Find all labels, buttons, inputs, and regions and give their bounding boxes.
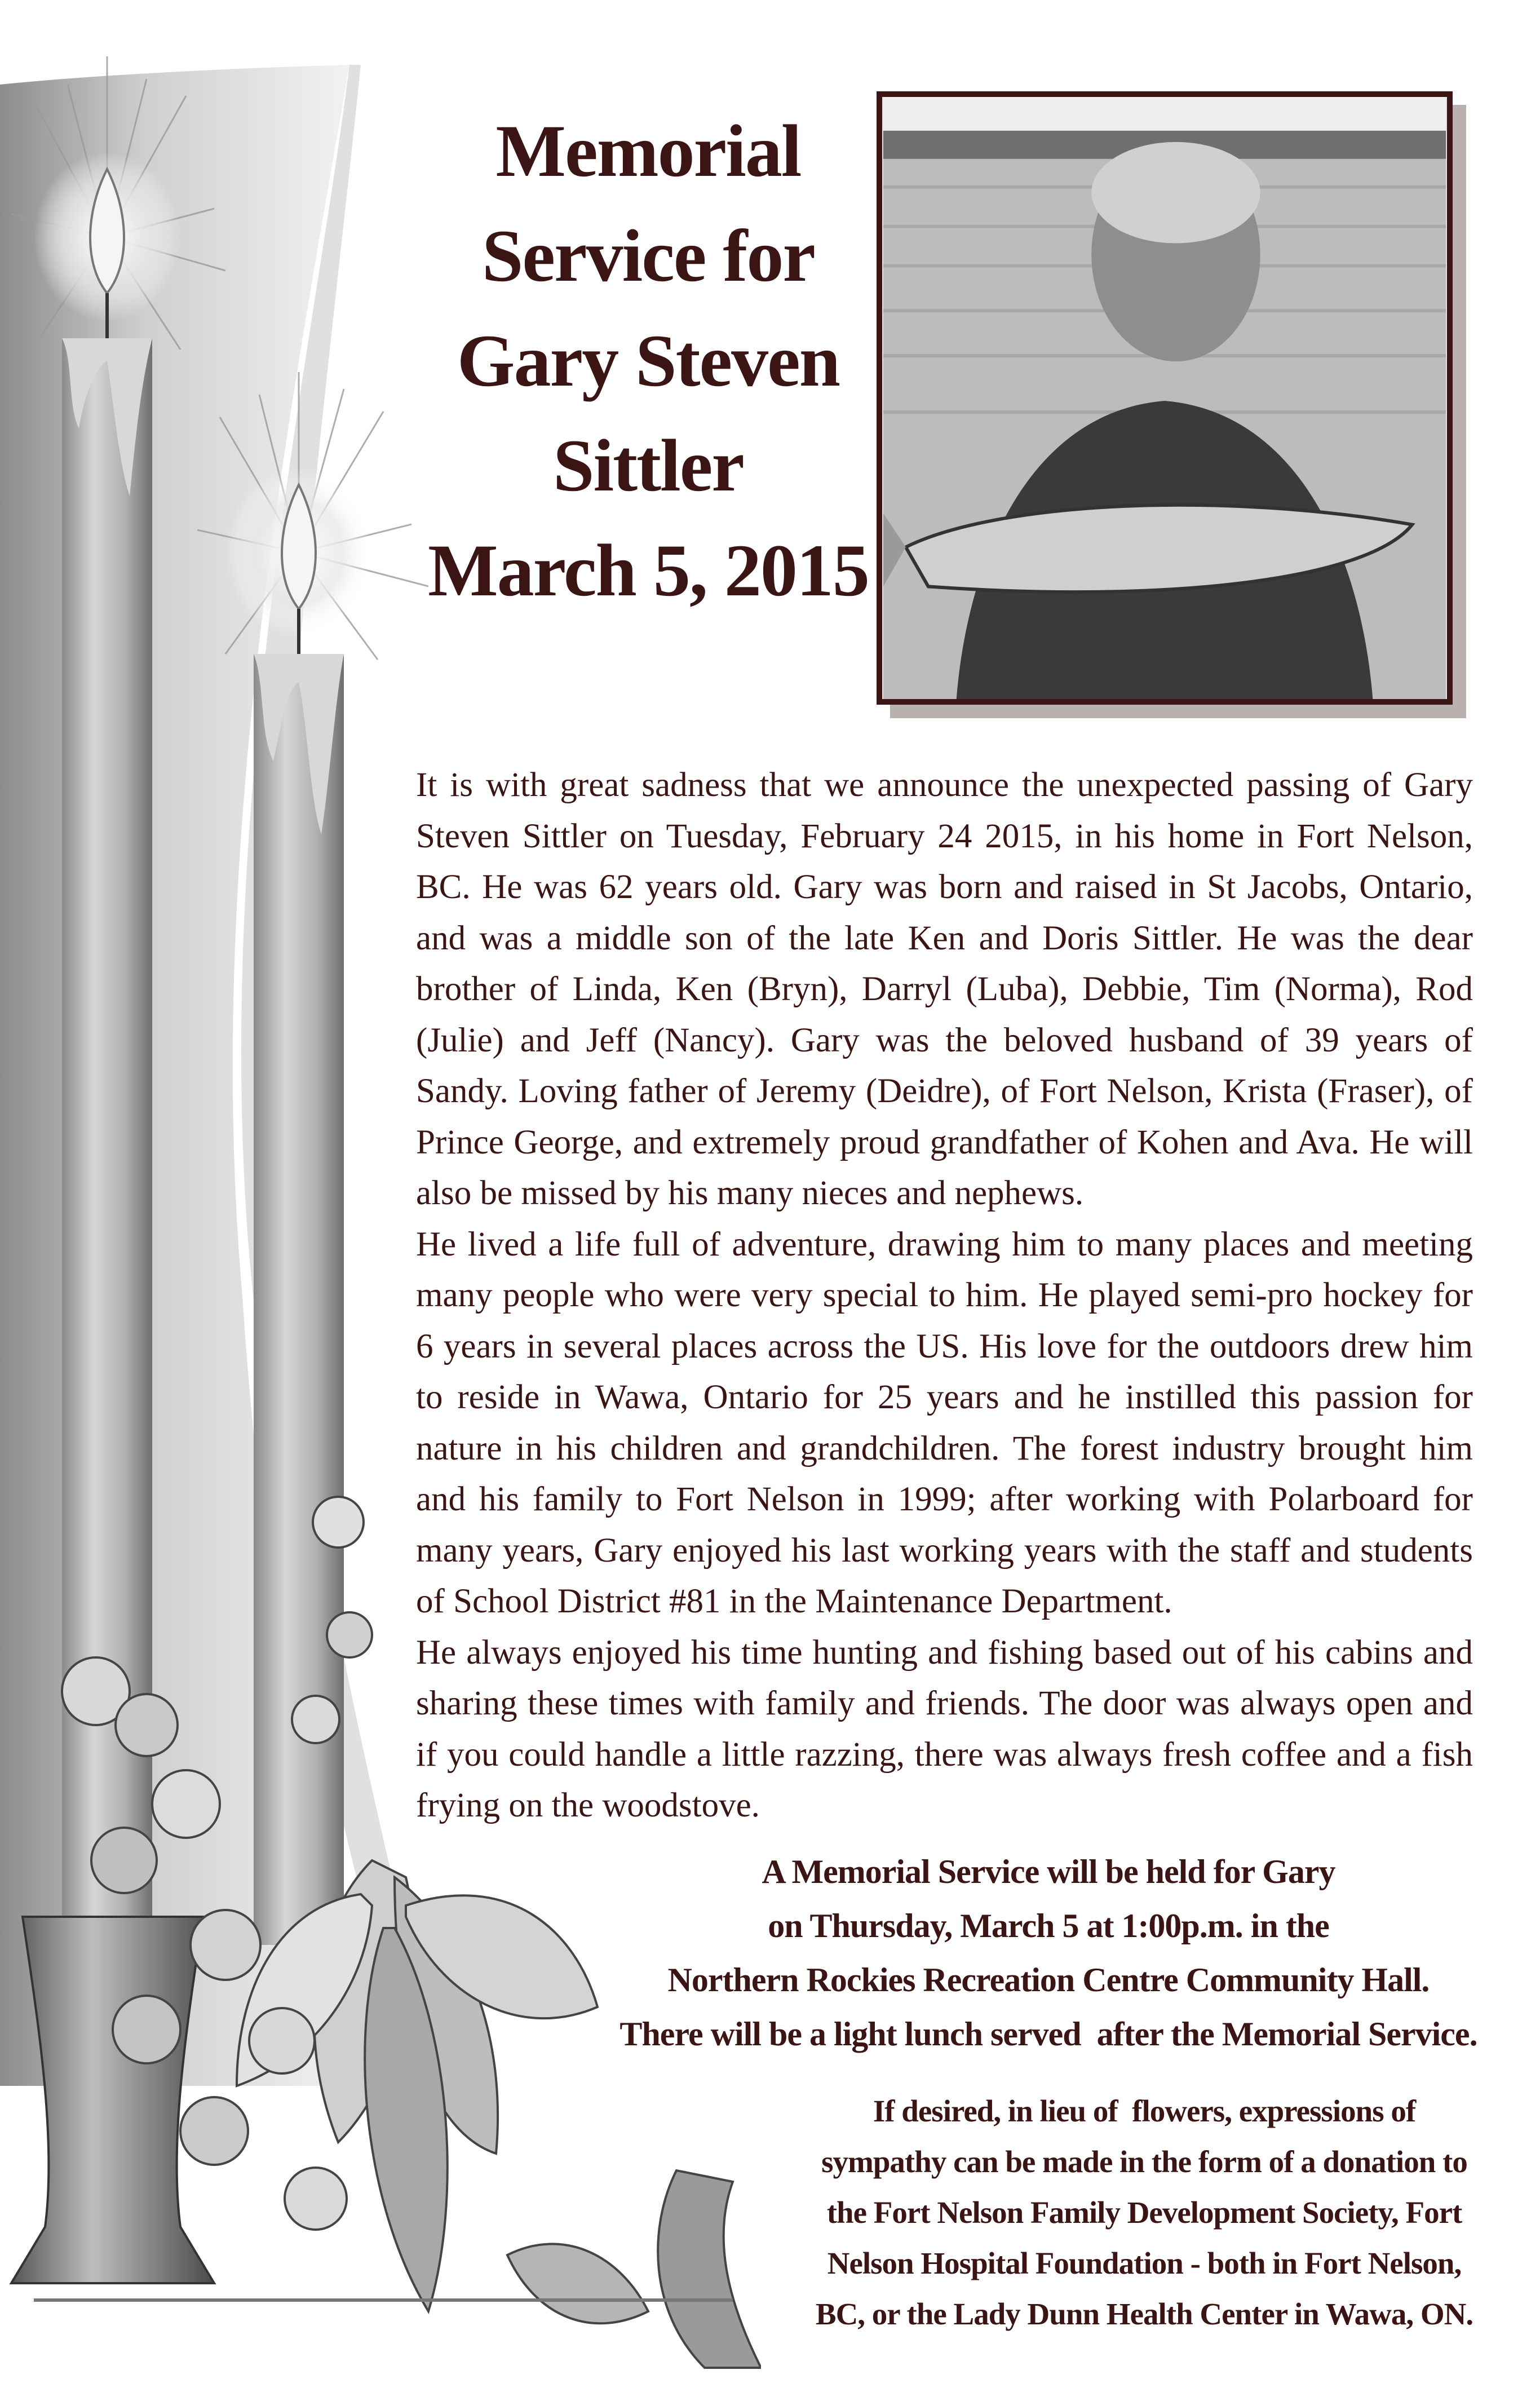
photo-placeholder-image (882, 97, 1447, 699)
candle-right (254, 654, 344, 1945)
memorial-title (417, 99, 879, 623)
title-line-2: Service for (482, 214, 815, 297)
service-line-3: Northern Rockies Recreation Centre Community Hall. (667, 1961, 1430, 1999)
title-line-3: Gary Steven (457, 319, 840, 402)
donation-line-1: If desired, in lieu of flowers, expressions of (873, 2094, 1416, 2128)
title-line-4: Sittler (553, 424, 744, 507)
donation-line-3: the Fort Nelson Family Development Society, Fort (826, 2195, 1462, 2230)
service-line-1: A Memorial Service will be held for Gary (762, 1853, 1335, 1890)
service-line-4: There will be a light lunch served after the Memorial Service. (619, 2015, 1477, 2053)
obituary-paragraph-3: He always enjoyed his time hunting and fishing based out of his cabins and sharing these times with family and friends. The door was always open and if you could handle a little razzing, there was always fresh coffee and a fish frying on the woodstove. (416, 1633, 1473, 1824)
candle-holder (11, 1917, 214, 2283)
obituary-paragraph-1: It is with great sadness that we announce the unexpected passing of Gary Steven Sittler on Tuesday, February 24 2015, in his home in Fort Nelson, BC. He was 62 years old. Gary was born and raised in St Jacobs, Ontario, and was a middle son of the late Ken and Doris Sittler. He was the dear brother of Linda, Ken (Bryn), Darryl (Luba), Debbie, Tim (Norma), Rod (Julie) and Jeff (Nancy). Gary was the beloved husband of 39 years of Sandy. Loving father of Jeremy (Deidre), of Fort Nelson, Krista (Fraser), of Prince George, and extremely proud grandfather of Kohen and Ava. He will also be missed by his many nieces and nephews. (416, 766, 1473, 1212)
donation-line-4: Nelson Hospital Foundation - both in Fort Nelson, (827, 2246, 1462, 2280)
donation-line-2: sympathy can be made in the form of a donation to (821, 2145, 1467, 2179)
service-announcement (586, 1845, 1511, 2061)
title-line-5: March 5, 2015 (428, 529, 869, 612)
obituary-text (416, 760, 1473, 1832)
donation-note (778, 2086, 1511, 2340)
donation-line-5: BC, or the Lady Dunn Health Center in Wawa, ON. (815, 2297, 1473, 2331)
portrait-photo (877, 91, 1453, 705)
service-line-2: on Thursday, March 5 at 1:00p.m. in the (768, 1907, 1329, 1944)
title-line-1: Memorial (495, 109, 801, 192)
obituary-paragraph-2: He lived a life full of adventure, drawing him to many places and meeting many people who were very special to him. He played semi-pro hockey for 6 years in several places across the US. His love for the outdoors drew him to reside in Wawa, Ontario for 25 years and he instilled this passion for nature in his children and grandchildren. The forest industry brought him and his family to Fort Nelson in 1999; after working with Polarboard for many years, Gary enjoyed his last working years with the staff and students of School District #81 in the Maintenance Department. (416, 1225, 1473, 1620)
